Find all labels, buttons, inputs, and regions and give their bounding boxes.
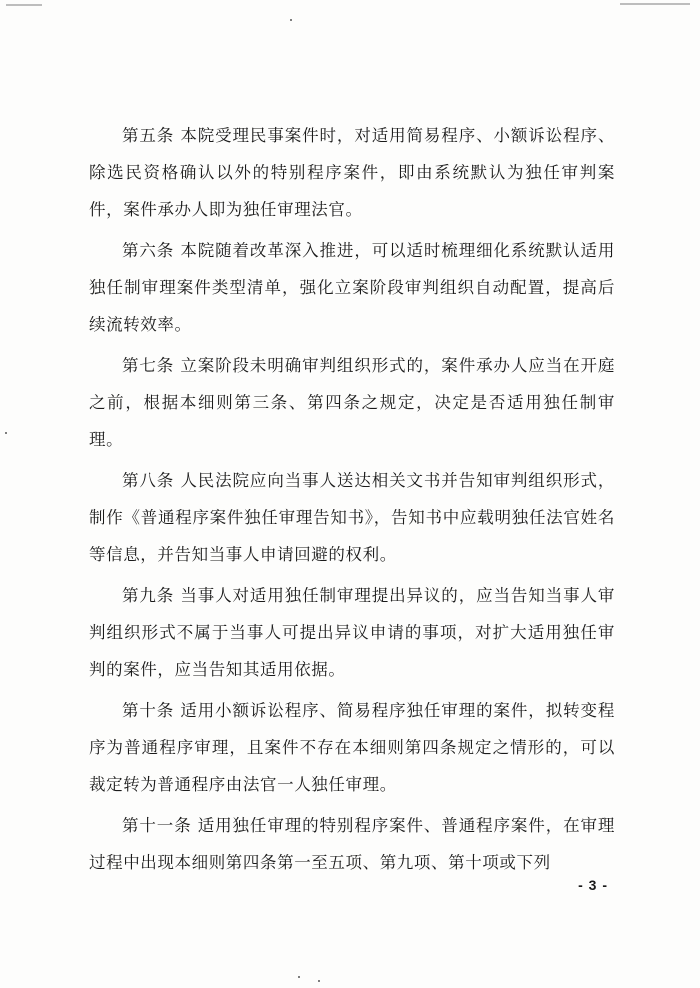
scan-speck <box>318 980 320 982</box>
scan-speck <box>290 19 292 21</box>
document-body <box>89 117 615 885</box>
article-8-paragraph: 第八条 人民法院应向当事人送达相关文书并告知审判组织形式，制作《普通程序案件独任审理告知书》，告知书中应载明独任法官姓名等信息，并告知当事人申请回避的权利。 <box>89 471 615 564</box>
article-9-paragraph: 第九条 当事人对适用独任制审理提出异议的，应当告知当事人审判组织形式不属于当事人可提出异议申请的事项，对扩大适用独任审判的案件，应当告知其适用依据。 <box>89 586 615 679</box>
article-11-paragraph: 第十一条 适用独任审理的特别程序案件、普通程序案件，在审理过程中出现本细则第四条第一至五项、第九项、第十项或下列 <box>89 816 615 872</box>
scan-speck <box>298 976 300 978</box>
article-7-paragraph: 第七条 立案阶段未明确审判组织形式的，案件承办人应当在开庭之前，根据本细则第三条、第四条之规定，决定是否适用独任制审理。 <box>89 356 615 449</box>
article-5-paragraph: 第五条 本院受理民事案件时，对适用简易程序、小额诉讼程序、除选民资格确认以外的特别程序案件，即由系统默认为独任审判案件，案件承办人即为独任审理法官。 <box>89 126 615 219</box>
scan-artifact-top-right <box>620 3 690 5</box>
page-number: - 3 - <box>578 877 608 893</box>
article-6-paragraph: 第六条 本院随着改革深入推进，可以适时梳理细化系统默认适用独任制审理案件类型清单，强化立案阶段审判组织自动配置，提高后续流转效率。 <box>89 241 615 334</box>
scan-artifact-top-left <box>6 4 42 6</box>
article-10-paragraph: 第十条 适用小额诉讼程序、简易程序独任审理的案件，拟转变程序为普通程序审理，且案件不存在本细则第四条规定之情形的，可以裁定转为普通程序由法官一人独任审理。 <box>89 701 615 794</box>
scan-speck <box>5 432 7 434</box>
